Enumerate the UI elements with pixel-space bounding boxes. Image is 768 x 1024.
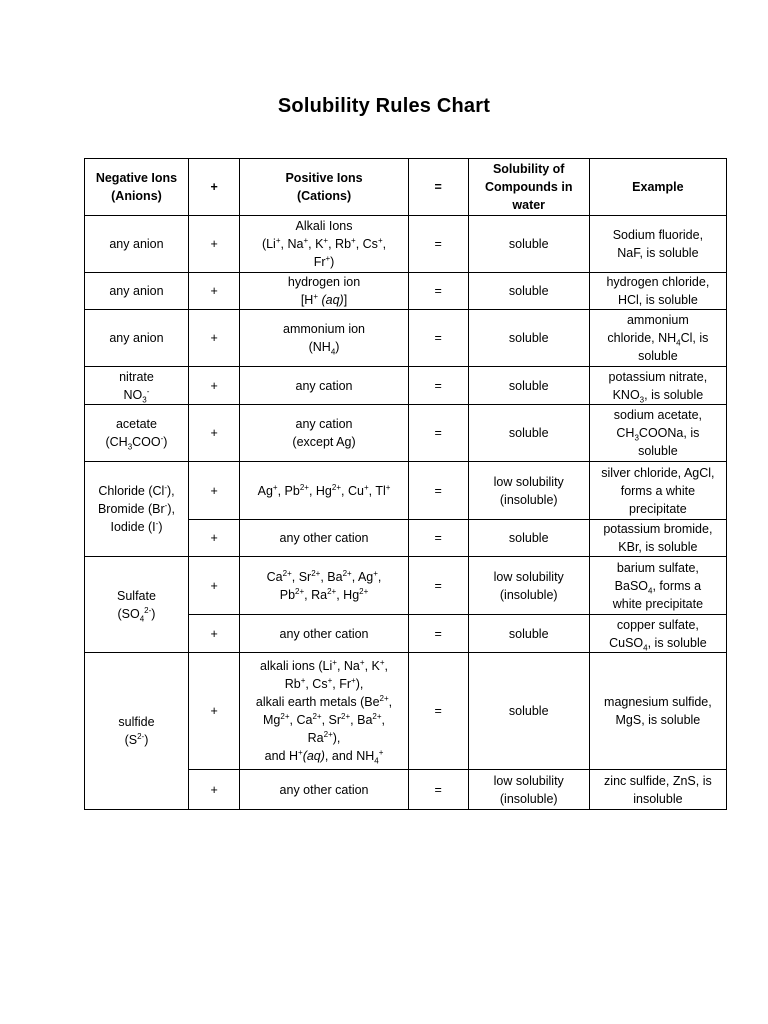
table-row xyxy=(85,462,727,520)
solubility-cell: low solubility (insoluble) xyxy=(468,462,589,520)
solubility-cell: soluble xyxy=(468,653,589,770)
solubility-cell: soluble xyxy=(468,520,589,557)
anion-cell: any anion xyxy=(85,216,189,273)
cation-cell: Alkali Ions (Li+, Na+, K+, Rb+, Cs+, Fr+) xyxy=(240,216,408,273)
solubility-cell: low solubility (insoluble) xyxy=(468,770,589,810)
plus-cell: + xyxy=(188,405,239,462)
header-plus: + xyxy=(188,159,239,216)
header-positive-ions: Positive Ions (Cations) xyxy=(240,159,408,216)
equals-cell: = xyxy=(408,615,468,653)
cation-cell: alkali ions (Li+, Na+, K+, Rb+, Cs+, Fr+), alkali earth metals ($Be^{2+}$, $Mg^{2+}$, $Ca^{2+}$, $Sr^{2+}$, $Ba^{2+}$, $Ra^{2+}$), and H+(aq), and $NH_4^+$ xyxy=(240,653,408,770)
table-row xyxy=(85,216,727,273)
solubility-cell: soluble xyxy=(468,310,589,367)
plus-cell: + xyxy=(188,273,239,310)
table-row xyxy=(85,557,727,615)
anion-cell: any anion xyxy=(85,273,189,310)
table-row xyxy=(85,310,727,367)
equals-cell: = xyxy=(408,462,468,520)
cation-cell: any cation (except Ag) xyxy=(240,405,408,462)
equals-cell: = xyxy=(408,273,468,310)
example-cell: ammonium chloride, $NH_4Cl$, is soluble xyxy=(589,310,726,367)
table-row xyxy=(85,367,727,405)
cation-cell: Ag+, $Pb^{2+}$, $Hg^{2+}$, Cu+, Tl+ xyxy=(240,462,408,520)
solubility-cell: soluble xyxy=(468,405,589,462)
header-equals: = xyxy=(408,159,468,216)
equals-cell: = xyxy=(408,557,468,615)
example-cell: magnesium sulfide, MgS, is soluble xyxy=(589,653,726,770)
example-cell: barium sulfate, BaSO$_4$, forms a white precipitate xyxy=(589,557,726,615)
plus-cell: + xyxy=(188,367,239,405)
solubility-table xyxy=(84,158,727,810)
header-row xyxy=(85,159,727,216)
equals-cell: = xyxy=(408,367,468,405)
cation-cell: $Ca^{2+}$, $Sr^{2+}$, $Ba^{2+}$, Ag+, $Pb^{2+}$, $Ra^{2+}$, $Hg^{2+}$ xyxy=(240,557,408,615)
page-title: Solubility Rules Chart xyxy=(277,95,491,117)
anion-cell: nitrate $NO_3^-$ xyxy=(85,367,189,405)
equals-cell: = xyxy=(408,216,468,273)
example-cell: hydrogen chloride, HCl, is soluble xyxy=(589,273,726,310)
anion-cell: Sulfate $(SO_4^{2-})$ xyxy=(85,557,189,653)
anion-cell: Chloride (Cl-), Bromide (Br-), Iodide (I-) xyxy=(85,462,189,557)
cation-cell: any other cation xyxy=(240,520,408,557)
example-cell: Sodium fluoride, NaF, is soluble xyxy=(589,216,726,273)
plus-cell: + xyxy=(188,615,239,653)
anion-cell: any anion xyxy=(85,310,189,367)
cation-cell: any cation xyxy=(240,367,408,405)
anion-cell: acetate $(CH_3COO^-)$ xyxy=(85,405,189,462)
cation-cell: any other cation xyxy=(240,770,408,810)
plus-cell: + xyxy=(188,462,239,520)
solubility-cell: soluble xyxy=(468,216,589,273)
table-row xyxy=(85,273,727,310)
example-cell: zinc sulfide, ZnS, is insoluble xyxy=(589,770,726,810)
plus-cell: + xyxy=(188,310,239,367)
equals-cell: = xyxy=(408,520,468,557)
plus-cell: + xyxy=(188,770,239,810)
solubility-cell: soluble xyxy=(468,615,589,653)
plus-cell: + xyxy=(188,557,239,615)
equals-cell: = xyxy=(408,770,468,810)
solubility-cell: soluble xyxy=(468,273,589,310)
header-solubility: Solubility of Compounds in water xyxy=(468,159,589,216)
plus-cell: + xyxy=(188,216,239,273)
cation-cell: hydrogen ion [H+ (aq)] xyxy=(240,273,408,310)
example-cell: potassium nitrate, $KNO_3$, is soluble xyxy=(589,367,726,405)
example-cell: copper sulfate, CuSO$_4$, is soluble xyxy=(589,615,726,653)
anion-cell: sulfide $(S^{2-})$ xyxy=(85,653,189,810)
header-negative-ions: Negative Ions (Anions) xyxy=(85,159,189,216)
example-cell: potassium bromide, KBr, is soluble xyxy=(589,520,726,557)
plus-cell: + xyxy=(188,520,239,557)
table-row xyxy=(85,653,727,770)
plus-cell: + xyxy=(188,653,239,770)
equals-cell: = xyxy=(408,405,468,462)
example-cell: sodium acetate, $CH_3COONa$, is soluble xyxy=(589,405,726,462)
table-row xyxy=(85,405,727,462)
solubility-cell: low solubility (insoluble) xyxy=(468,557,589,615)
cation-cell: ammonium ion $(NH_4)$ xyxy=(240,310,408,367)
equals-cell: = xyxy=(408,310,468,367)
header-example: Example xyxy=(589,159,726,216)
equals-cell: = xyxy=(408,653,468,770)
example-cell: silver chloride, AgCl, forms a white precipitate xyxy=(589,462,726,520)
solubility-cell: soluble xyxy=(468,367,589,405)
cation-cell: any other cation xyxy=(240,615,408,653)
